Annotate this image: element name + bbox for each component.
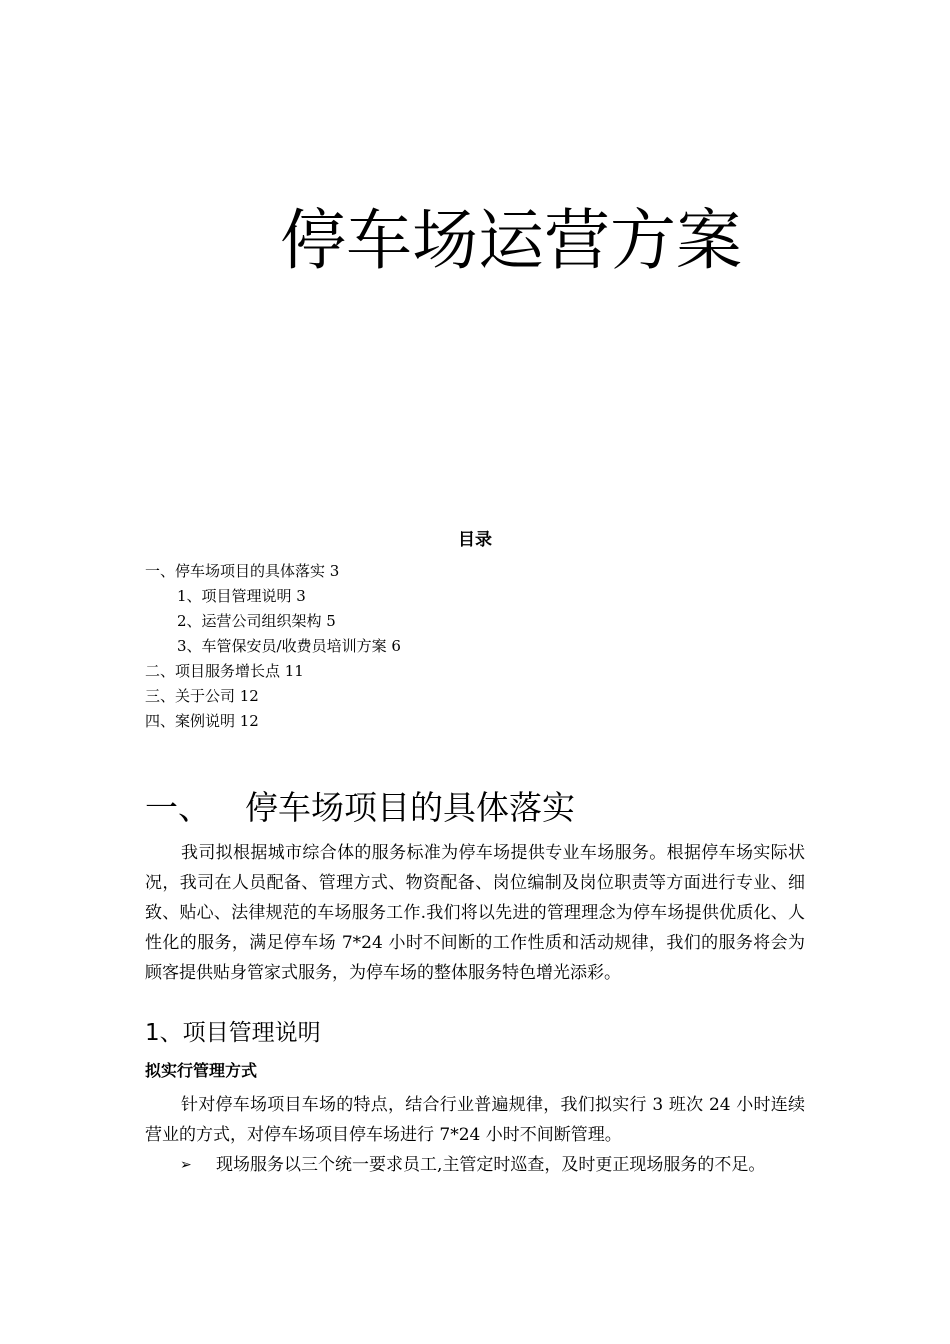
- subsection-heading: 1、项目管理说明: [145, 1020, 321, 1046]
- subsection-paragraph: 针对停车场项目车场的特点，结合行业普遍规律，我们拟实行 3 班次 24 小时连续营业的方式，对停车场项目停车场进行 7*24 小时不间断管理。: [145, 1095, 805, 1145]
- toc-item[interactable]: 3、车管保安员/收费员培训方案 6: [177, 637, 401, 655]
- toc-item[interactable]: 2、运营公司组织架构 5: [177, 612, 336, 630]
- toc-item[interactable]: 1、项目管理说明 3: [177, 587, 306, 605]
- bullet-text: 现场服务以三个统一要求员工,主管定时巡查，及时更正现场服务的不足。: [216, 1155, 766, 1175]
- subsubsection-heading: 拟实行管理方式: [145, 1061, 258, 1080]
- table-of-contents: [145, 559, 401, 734]
- toc-item[interactable]: 一、停车场项目的具体落实 3: [145, 562, 340, 580]
- toc-item[interactable]: 三、关于公司 12: [145, 687, 259, 705]
- section-heading: [145, 786, 575, 830]
- section-title: 停车场项目的具体落实: [245, 788, 575, 827]
- section-intro-paragraph: 我司拟根据城市综合体的服务标准为停车场提供专业车场服务。根据停车场实际状况，我司在人员配备、管理方式、物资配备、岗位编制及岗位职责等方面进行专业、细致、贴心、法律规范的车场服务工作.我们将以先进的管理理念为停车场提供优质化、人性化的服务，满足停车场 7*24 小时不间断的工作性质和活动规律，我们的服务将会为顾客提供贴身管家式服务，为停车场的整体服务特色增光添彩。: [145, 843, 805, 983]
- toc-item[interactable]: 二、项目服务增长点 11: [145, 662, 304, 680]
- arrow-bullet-icon: ➢: [180, 1157, 192, 1173]
- section-number: 一、: [145, 788, 211, 827]
- toc-heading: 目录: [458, 530, 492, 550]
- document-title: 停车场运营方案: [280, 202, 742, 279]
- bullet-item: [180, 1150, 804, 1180]
- toc-item[interactable]: 四、案例说明 12: [145, 712, 259, 730]
